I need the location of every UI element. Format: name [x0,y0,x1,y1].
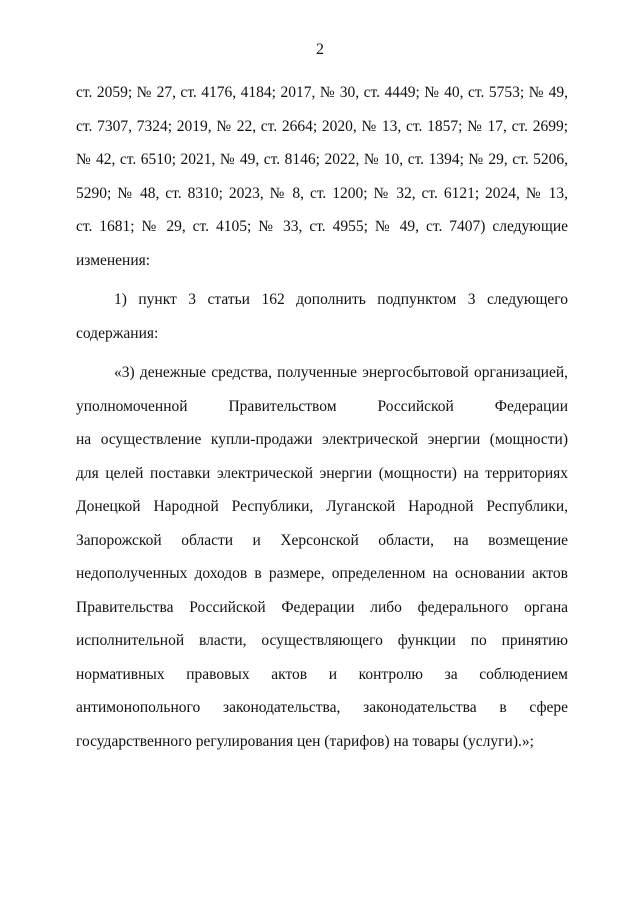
quote-line: исполнительной власти, осуществляющего функции по принятию [76,632,568,649]
quote-line: на осуществление купли-продажи электрической энергии (мощности) [76,431,568,448]
item-1-line: 1) пункт 3 статьи 162 дополнить подпунктом 3 следующего [114,291,568,308]
quote-line: Правительства Российской Федерации либо федерального органа [76,598,568,616]
intro-line: ст. 2059; № 27, ст. 4176, 4184; 2017, № 30, ст. 4449; № 40, ст. 5753; № 49, [76,84,568,101]
intro-line: № 42, ст. 6510; 2021, № 49, ст. 8146; 2022, № 10, ст. 1394; № 29, ст. 5206, [76,151,568,168]
quote-line: Запорожской области и Херсонской области, на возмещение [76,531,568,549]
quote-line: недополученных доходов в размере, определенном на основании актов [76,565,568,582]
page-number: 2 [316,41,324,58]
quote-line: «3) денежные средства, полученные энергосбытовой организацией, [114,364,568,381]
intro-line: ст. 7307, 7324; 2019, № 22, ст. 2664; 2020, № 13, ст. 1857; № 17, ст. 2699; [76,117,568,135]
document-body [76,76,568,758]
item-1-line: содержания: [76,324,159,342]
quoted-subparagraph [76,356,568,758]
item-1-paragraph [76,283,568,350]
intro-line: 5290; № 48, ст. 8310; 2023, № 8, ст. 1200; № 32, ст. 6121; 2024, № 13, [76,184,568,202]
quote-line: уполномоченной Правительством Российской Федерации [76,397,568,415]
quote-line: государственного регулирования цен (тарифов) на товары (услуги).»; [76,732,534,750]
quote-line: Донецкой Народной Республики, Луганской Народной Республики, [76,498,568,515]
quote-line: нормативных правовых актов и контролю за соблюдением [76,665,568,683]
quote-line: для целей поставки электрической энергии (мощности) на территориях [76,464,568,482]
quote-line: антимонопольного законодательства, законодательства в сфере [76,699,568,716]
intro-line: изменения: [76,251,151,269]
intro-line: ст. 1681; № 29, ст. 4105; № 33, ст. 4955; № 49, ст. 7407) следующие [76,218,568,235]
intro-paragraph [76,76,568,277]
